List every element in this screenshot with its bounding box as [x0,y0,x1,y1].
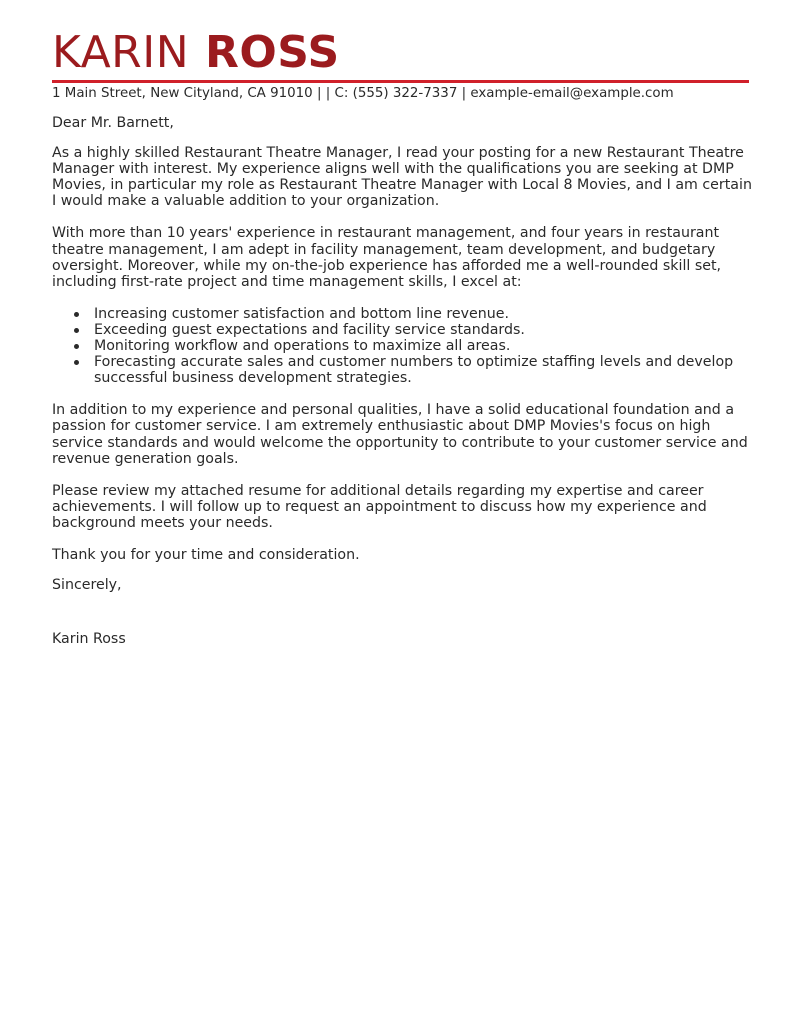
bullet-icon [74,344,79,349]
bullet-icon [74,312,79,317]
bullet-icon [74,360,79,365]
skills-list [52,306,752,386]
bullet-icon [74,328,79,333]
contact-info-line: 1 Main Street, New Cityland, CA 91010 | | C: (555) 322-7337 | example-email@example.com [52,86,674,101]
header-divider-rule [52,80,749,83]
closing-line: Thank you for your time and consideration. [52,546,360,563]
skill-text: Forecasting accurate sales and customer numbers to optimize staffing levels and develop successful business development strategies. [94,354,734,387]
sign-off: Sincerely, [52,577,122,594]
skill-text: Monitoring workflow and operations to maximize all areas. [94,338,511,355]
paragraph-experience: With more than 10 years' experience in restaurant management, and four years in restaurant theatre management, I am adept in facility management, team development, and budgetary oversight. Moreover, while my on-the-job experience has afforded me a well-rounded skill set, including first-rate project and time management skills, I excel at: [52,225,722,290]
skill-text: Exceeding guest expectations and facility service standards. [94,321,525,338]
signature: Karin Ross [52,631,126,648]
list-item [94,322,752,338]
paragraph-qualities: In addition to my experience and personal qualities, I have a solid educational foundation and a passion for customer service. I am extremely enthusiastic about DMP Movies's focus on high service standards and would welcome the opportunity to contribute to your customer service and revenue generation goals. [52,402,748,467]
letter-body [52,115,752,663]
paragraph-intro: As a highly skilled Restaurant Theatre Manager, I read your posting for a new Restaurant Theatre Manager with interest. My experience aligns well with the qualifications you are seeking at DMP Movies, in particular my role as Restaurant Theatre Manager with Local 8 Movies, and I am certain I would make a valuable addition to your organization. [52,145,752,210]
applicant-name-heading [52,27,340,78]
last-name: ROSS [204,27,340,78]
first-name: KARIN [52,27,190,78]
list-item [94,306,752,322]
paragraph-follow-up: Please review my attached resume for additional details regarding my expertise and career achievements. I will follow up to request an appointment to discuss how my experience and background meets your needs. [52,482,707,531]
salutation: Dear Mr. Barnett, [52,115,174,131]
skill-text: Increasing customer satisfaction and bottom line revenue. [94,305,509,322]
list-item [94,354,752,386]
list-item [94,338,752,354]
